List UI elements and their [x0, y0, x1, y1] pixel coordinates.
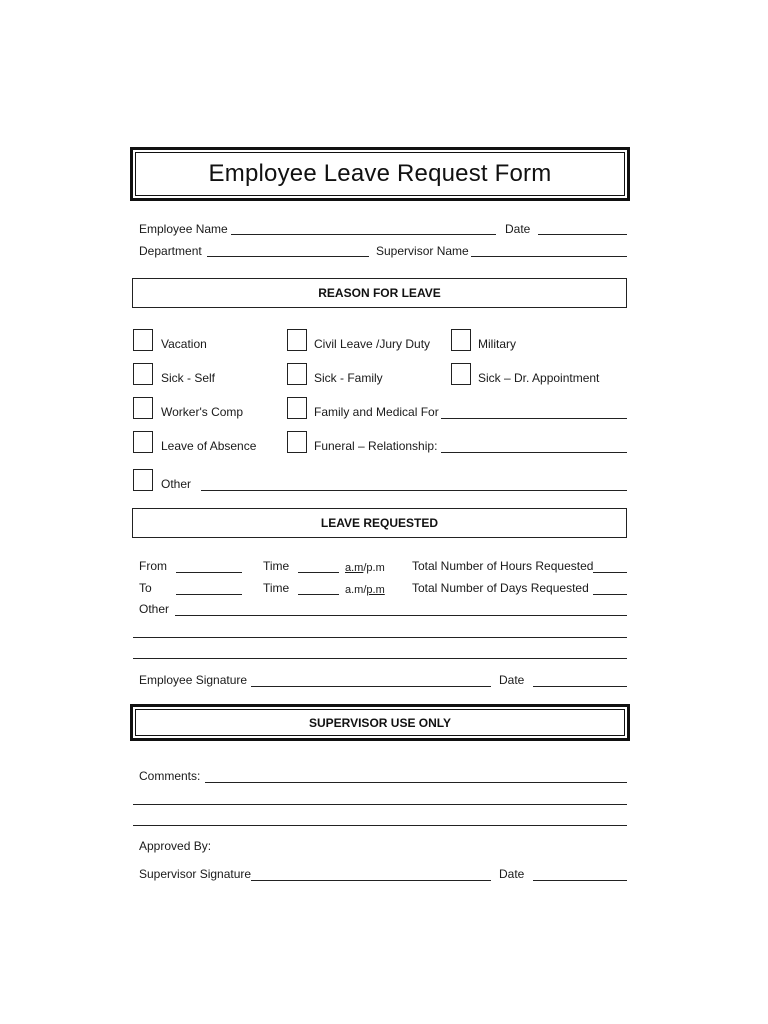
- total-hours-field[interactable]: [593, 572, 627, 573]
- sick-self-checkbox[interactable]: [133, 363, 153, 385]
- sick-family-label: Sick - Family: [314, 371, 383, 385]
- department-field[interactable]: [207, 256, 369, 257]
- supervisor-name-field[interactable]: [471, 256, 627, 257]
- leave-of-absence-label: Leave of Absence: [161, 439, 257, 453]
- comments-field[interactable]: [205, 782, 627, 783]
- other-reason-label: Other: [161, 477, 192, 491]
- sick-dr-label: Sick – Dr. Appointment: [478, 371, 600, 385]
- supervisor-section-header: [130, 704, 630, 741]
- employee-signature-field[interactable]: [251, 686, 491, 687]
- family-medical-checkbox[interactable]: [287, 397, 307, 419]
- to-time-field[interactable]: [298, 594, 339, 595]
- to-ampm[interactable]: [345, 583, 385, 597]
- civil-leave-label: Civil Leave /Jury Duty: [314, 337, 431, 351]
- comments-label: Comments:: [139, 769, 201, 783]
- family-medical-field[interactable]: [441, 418, 627, 419]
- from-time-field[interactable]: [298, 572, 339, 573]
- approved-by-label: Approved By:: [139, 839, 212, 853]
- from-label: From: [139, 559, 167, 573]
- date-label-top: Date: [505, 222, 531, 236]
- total-days-field[interactable]: [593, 594, 627, 595]
- total-days-label: Total Number of Days Requested: [412, 581, 589, 595]
- funeral-checkbox[interactable]: [287, 431, 307, 453]
- employee-name-label: Employee Name: [139, 222, 228, 236]
- employee-name-field[interactable]: [231, 234, 496, 235]
- from-date-field[interactable]: [176, 572, 242, 573]
- leave-other-field[interactable]: [175, 615, 627, 616]
- to-pm-option[interactable]: p.m: [366, 584, 385, 596]
- to-label: To: [139, 581, 152, 595]
- comments-line-3[interactable]: [133, 825, 627, 826]
- from-am-option[interactable]: a.m: [345, 562, 364, 574]
- vacation-label: Vacation: [161, 337, 207, 351]
- other-reason-checkbox[interactable]: [133, 469, 153, 491]
- leave-other-line-2[interactable]: [133, 637, 627, 638]
- funeral-relationship-field[interactable]: [441, 452, 627, 453]
- to-time-label: Time: [263, 581, 290, 595]
- workers-comp-label: Worker's Comp: [161, 405, 244, 419]
- comments-line-2[interactable]: [133, 804, 627, 805]
- reason-section-title: REASON FOR LEAVE: [318, 286, 441, 300]
- sick-family-checkbox[interactable]: [287, 363, 307, 385]
- supervisor-section-inner: [135, 709, 625, 736]
- leave-requested-title: LEAVE REQUESTED: [320, 516, 439, 530]
- sick-self-label: Sick - Self: [161, 371, 216, 385]
- total-hours-label: Total Number of Hours Requested: [412, 559, 594, 573]
- civil-leave-checkbox[interactable]: [287, 329, 307, 351]
- military-checkbox[interactable]: [451, 329, 471, 351]
- family-medical-label: Family and Medical For: [314, 405, 439, 419]
- form-title-inner: [135, 152, 625, 196]
- form-title-box: [130, 147, 630, 201]
- workers-comp-checkbox[interactable]: [133, 397, 153, 419]
- supervisor-date-field[interactable]: [533, 880, 627, 881]
- reason-section-header: [132, 278, 627, 308]
- employee-signature-label: Employee Signature: [139, 673, 248, 687]
- vacation-checkbox[interactable]: [133, 329, 153, 351]
- supervisor-name-label: Supervisor Name: [376, 244, 469, 258]
- to-date-field[interactable]: [176, 594, 242, 595]
- from-ampm[interactable]: [345, 561, 385, 575]
- supervisor-section-title: SUPERVISOR USE ONLY: [308, 715, 452, 730]
- employee-signature-date-field[interactable]: [533, 686, 627, 687]
- sick-dr-checkbox[interactable]: [451, 363, 471, 385]
- leave-requested-header: [132, 508, 627, 538]
- supervisor-date-label: Date: [499, 867, 525, 881]
- form-title: Employee Leave Request Form: [208, 160, 552, 187]
- supervisor-signature-field[interactable]: [251, 880, 491, 881]
- other-reason-field[interactable]: [201, 490, 627, 491]
- leave-other-line-3[interactable]: [133, 658, 627, 659]
- to-am-option[interactable]: a.m/: [345, 584, 367, 596]
- military-label: Military: [478, 337, 516, 351]
- department-label: Department: [139, 244, 202, 258]
- from-pm-option[interactable]: /p.m: [363, 562, 385, 574]
- date-field-top[interactable]: [538, 234, 627, 235]
- employee-signature-date-label: Date: [499, 673, 525, 687]
- leave-other-label: Other: [139, 602, 170, 616]
- supervisor-signature-label: Supervisor Signature: [139, 867, 252, 881]
- leave-of-absence-checkbox[interactable]: [133, 431, 153, 453]
- from-time-label: Time: [263, 559, 290, 573]
- funeral-label: Funeral – Relationship:: [314, 439, 438, 453]
